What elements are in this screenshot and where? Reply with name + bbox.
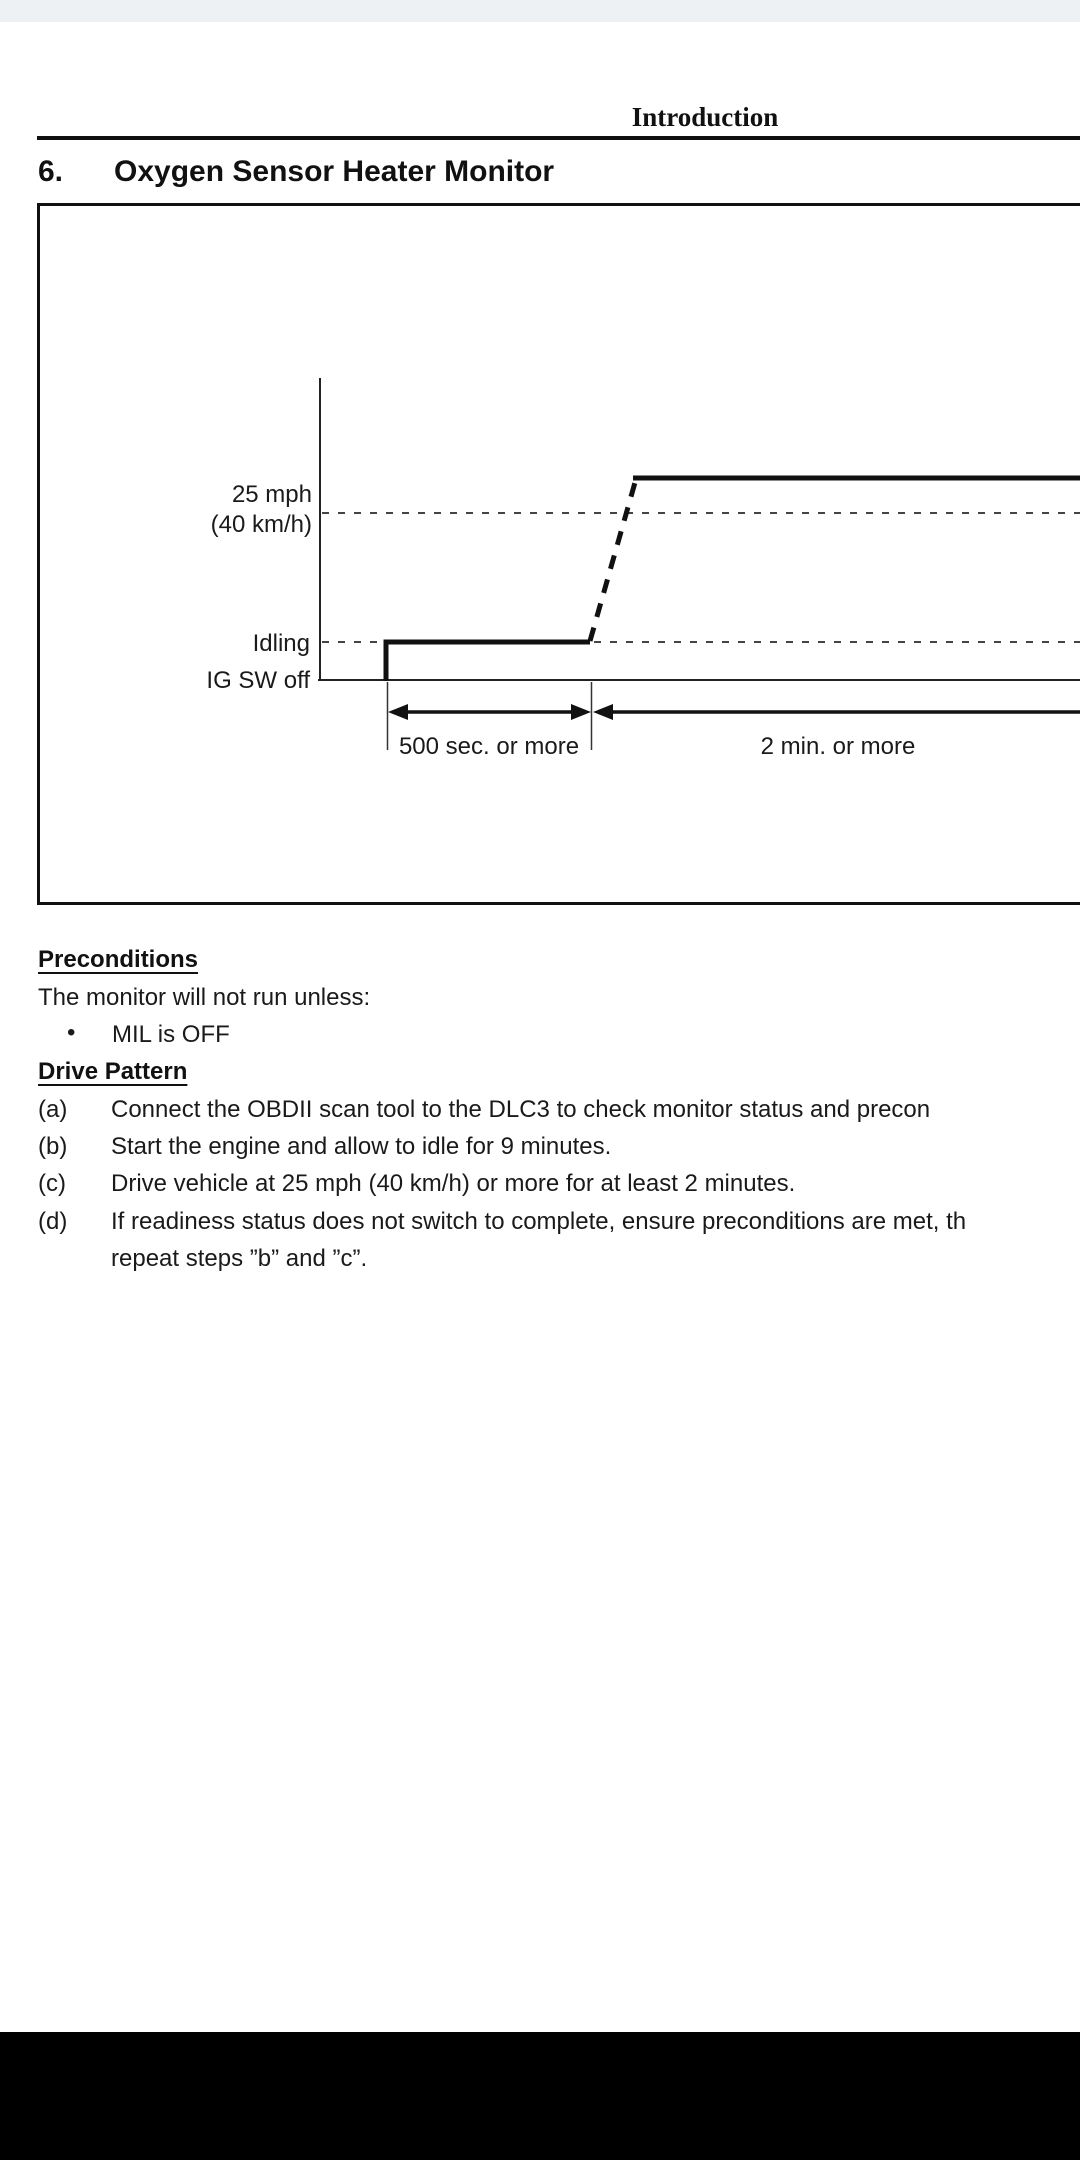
preconditions-heading: Preconditions	[38, 946, 199, 973]
step-marker: (c)	[38, 1170, 66, 1197]
step-marker: (a)	[38, 1096, 68, 1123]
bullet-icon: •	[67, 1021, 76, 1046]
idling-label: Idling	[252, 630, 310, 657]
trace-acceleration-ramp-dashed	[590, 479, 636, 641]
drive-pattern-step-d	[0, 1208, 1080, 1242]
header-rule	[37, 136, 1080, 140]
step-text-continued: repeat steps ”b” and ”c”.	[111, 1245, 368, 1272]
status-bar	[0, 0, 1080, 22]
speed-label-line1: 25 mph	[231, 481, 312, 508]
preconditions-intro: The monitor will not run unless:	[38, 984, 371, 1011]
idle-duration-label: 500 sec. or more	[398, 733, 580, 760]
section-number: 6.	[38, 155, 64, 188]
trace-idle-segment	[386, 642, 590, 681]
precondition-item	[0, 1021, 1080, 1055]
android-nav-bar	[0, 2032, 1080, 2160]
drive-pattern-step-b	[0, 1133, 1080, 1167]
running-header-title: Introduction	[631, 102, 779, 132]
drive-pattern-step-a	[0, 1096, 1080, 1130]
precondition-text: MIL is OFF	[112, 1021, 230, 1048]
section-heading	[38, 155, 1080, 189]
drive-duration-label: 2 min. or more	[760, 733, 916, 760]
step-marker: (d)	[38, 1208, 68, 1235]
step-text: If readiness status does not switch to complete, ensure preconditions are met, th	[111, 1208, 967, 1235]
section-title: Oxygen Sensor Heater Monitor	[114, 155, 555, 188]
ignition-off-label: IG SW off	[206, 667, 310, 694]
drive-pattern-step-d-continued	[0, 1245, 1080, 1279]
idle-duration-arrow	[388, 704, 591, 720]
drive-pattern-step-c	[0, 1170, 1080, 1204]
step-text: Drive vehicle at 25 mph (40 km/h) or more for at least 2 minutes.	[111, 1170, 796, 1197]
step-marker: (b)	[38, 1133, 68, 1160]
step-text: Connect the OBDII scan tool to the DLC3 to check monitor status and precon	[111, 1096, 931, 1123]
drive-duration-arrow	[593, 704, 1080, 720]
speed-label-line2: (40 km/h)	[210, 511, 312, 538]
step-text: Start the engine and allow to idle for 9 minutes.	[111, 1133, 612, 1160]
drive-pattern-diagram	[0, 203, 1080, 908]
drive-pattern-heading: Drive Pattern	[38, 1058, 188, 1085]
